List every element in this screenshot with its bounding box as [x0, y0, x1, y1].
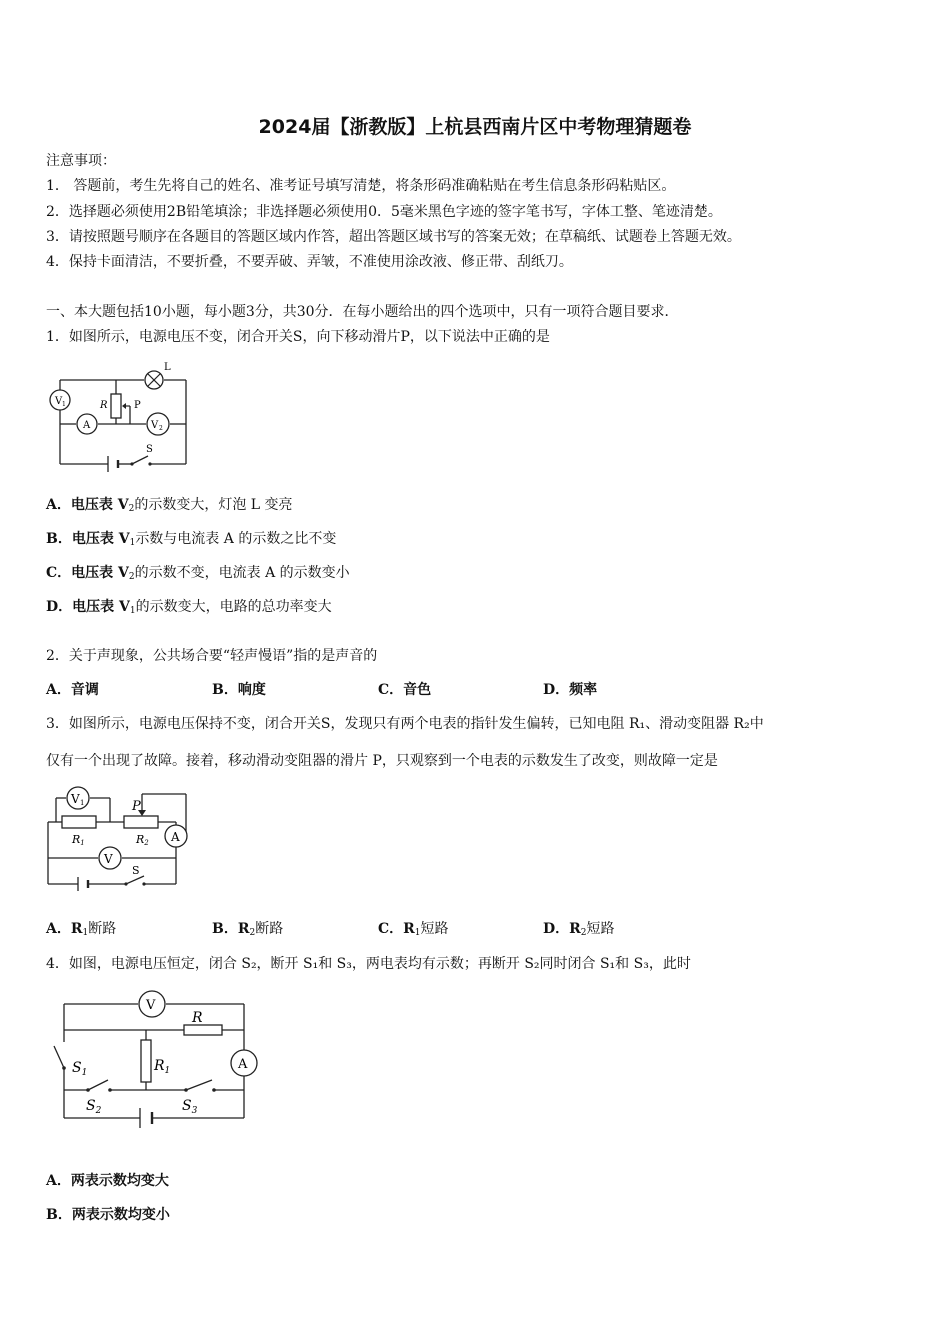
q2-option-c: C．音色: [378, 682, 432, 698]
question-3-stem-line1: 3．如图所示，电源电压保持不变，闭合开关S，发现只有两个电表的指针发生偏转，已知电阻 R₁、滑动变阻器 R₂中: [46, 716, 764, 732]
slider-label: P: [132, 799, 141, 814]
svg-text:V: V: [71, 792, 80, 806]
svg-text:A: A: [171, 830, 180, 844]
s1-label: $S_1$: [72, 1060, 88, 1078]
switch-icon: [124, 876, 145, 886]
q1-option-c: C．电压表 $V_2$的示数不变，电流表 A 的示数变小: [46, 565, 350, 582]
switch-label: S: [132, 864, 140, 877]
resistor-r-icon: [184, 1025, 222, 1035]
rheostat-r2-icon: [124, 816, 158, 828]
question-4-stem: 4．如图，电源电压恒定，闭合 S₂，断开 S₁和 S₃，两电表均有示数；再断开 S₂同时闭合 S₁和 S₃，此时: [46, 956, 691, 972]
ammeter-icon: [165, 825, 187, 847]
q4-option-b: B．两表示数均变小: [46, 1207, 170, 1223]
slider-label: P: [134, 400, 141, 411]
voltmeter-v-icon: [99, 847, 121, 869]
page-title: 2024届【浙教版】上杭县西南片区中考物理猜题卷: [258, 116, 692, 138]
q3-circuit-diagram: [46, 782, 196, 897]
svg-text:1: 1: [80, 799, 85, 807]
resistor-r1-icon: [141, 1040, 151, 1082]
question-3-stem-line2: 仅有一个出现了故障。接着，移动滑动变阻器的滑片 P，只观察到一个电表的示数发生了改变，则故障一定是: [46, 753, 718, 769]
svg-text:A: A: [83, 420, 91, 431]
q2-option-b: B．响度: [212, 682, 266, 698]
switch-s2-icon: [86, 1080, 112, 1092]
voltmeter-v1-icon: [67, 787, 89, 809]
q3-option-a: A．$R_1$断路: [46, 921, 117, 938]
s2-label: $S_2$: [86, 1098, 102, 1116]
lamp-icon: [145, 371, 163, 389]
resistor-r1-icon: [62, 816, 96, 828]
notice-item: 2．选择题必须使用2B铅笔填涂；非选择题必须使用0．5毫米黑色字迹的签字笔书写，字体工整、笔迹清楚。: [46, 204, 722, 220]
battery-icon: [78, 877, 88, 891]
resistor-label: R: [100, 400, 108, 411]
svg-text:2: 2: [159, 425, 163, 432]
r1-label: R1: [72, 833, 85, 847]
switch-icon: [130, 456, 151, 466]
r-label: R: [192, 1010, 203, 1026]
svg-text:V: V: [104, 852, 113, 866]
svg-text:V: V: [146, 998, 156, 1013]
notice-item: 4．保持卡面清洁，不要折叠，不要弄破、弄皱，不准使用涂改液、修正带、刮纸刀。: [46, 254, 573, 270]
q4-option-a: A．两表示数均变大: [46, 1173, 169, 1189]
q3-option-d: D．$R_2$短路: [543, 921, 615, 938]
question-2-stem: 2．关于声现象，公共场合要“轻声慢语”指的是声音的: [46, 648, 378, 664]
svg-text:1: 1: [62, 401, 66, 408]
r1-label: $R_1$: [154, 1058, 171, 1076]
q4-circuit-diagram: [46, 986, 266, 1136]
q3-option-b: B．$R_2$断路: [212, 921, 284, 938]
notice-item: 3．请按照题号顺序在各题目的答题区域内作答，超出答题区域书写的答案无效；在草稿纸、试题卷上答题无效。: [46, 229, 741, 245]
q3-option-c: C．$R_1$短路: [378, 921, 449, 938]
q2-option-d: D．频率: [543, 682, 598, 698]
rheostat-icon: [111, 394, 121, 418]
switch-label: S: [146, 444, 153, 455]
switch-s3-icon: [184, 1080, 216, 1092]
svg-text:V: V: [55, 396, 63, 407]
voltmeter-v2-icon: [147, 413, 169, 435]
s3-label: $S_3$: [182, 1098, 198, 1116]
switch-s1-icon: [54, 1046, 66, 1070]
r2-label: R2: [136, 833, 149, 847]
voltmeter-icon: [139, 991, 165, 1017]
notice-item: 1． 答题前，考生先将自己的姓名、准考证号填写清楚，将条形码准确粘贴在考生信息条形码粘贴区。: [46, 178, 676, 194]
ammeter-icon: [77, 414, 97, 434]
battery-icon: [108, 456, 118, 472]
q1-option-a: A．电压表 $V_2$的示数变大，灯泡 L 变亮: [46, 497, 293, 514]
q1-option-b: B．电压表 $V_1$示数与电流表 A 的示数之比不变: [46, 531, 337, 548]
notice-heading: 注意事项：: [46, 153, 116, 169]
question-1-stem: 1．如图所示，电源电压不变，闭合开关S，向下移动滑片P，以下说法中正确的是: [46, 329, 550, 345]
svg-text:V: V: [151, 420, 159, 431]
voltmeter-v1-icon: [50, 390, 70, 410]
battery-icon: [140, 1108, 152, 1128]
q2-option-a: A．音调: [46, 682, 99, 698]
q1-option-d: D．电压表 $V_1$的示数变大，电路的总功率变大: [46, 599, 332, 616]
svg-text:A: A: [238, 1057, 248, 1072]
section-heading: 一、本大题包括10小题，每小题3分，共30分．在每小题给出的四个选项中，只有一项符合题目要求．: [46, 304, 679, 320]
q1-circuit-diagram: [46, 360, 196, 470]
ammeter-icon: [231, 1050, 257, 1076]
lamp-label: L: [164, 362, 171, 373]
